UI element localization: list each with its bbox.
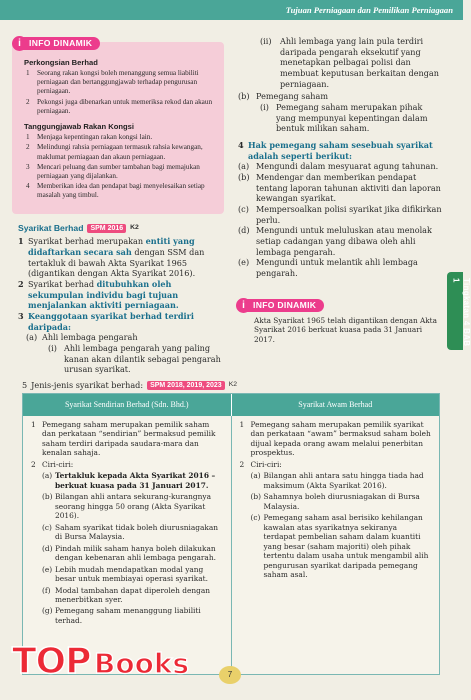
page-header-title: Tujuan Perniagaan dan Pemilikan Perniagaan	[285, 5, 453, 15]
right-c: (c) Mempersoalkan polisi syarikat jika difikirkan perlu.	[238, 204, 442, 225]
info-icon: i	[236, 298, 251, 313]
cell-subitem: (e) Lebih mudah mendapatkan modal yang besar untuk membiayai operasi syarikat.	[42, 564, 208, 584]
paragraph-2: 2 Syarikat berhad ditubuhkan oleh sekumpulan individu bagi tujuan menjalankan aktiviti perniagaan.	[18, 279, 179, 311]
column-header: Syarikat Sendirian Berhad (Sdn. Bhd.)	[23, 394, 232, 416]
info-item: 4 Memberikan idea dan pendapat bagi menyelesaikan setiap masalah yang timbul.	[26, 182, 205, 200]
info-dinamik-badge	[12, 36, 100, 51]
spm-badge: SPM 2016	[87, 224, 126, 233]
cell-subitem: (f) Modal tambahan dapat diperoleh dengan menerbitkan syer.	[42, 585, 211, 604]
right-column	[238, 36, 442, 279]
info-item: 1 Seorang rakan kongsi boleh menanggung semua liabiliti perniagaan dan bertanggungjawab terhadap pengurusan perniagaan.	[26, 69, 199, 96]
info-item: 2 Melindungi rahsia perniagaan termasuk rahsia kewangan, maklumat perniagaan dan akaun perniagaan.	[26, 143, 203, 161]
k2-label: K2	[228, 380, 238, 388]
info-item: 1 Menjaga kepentingan rakan kongsi lain.	[26, 133, 153, 142]
section-title: Syarikat Berhad SPM 2016 K2	[18, 223, 139, 233]
cell-subitem: (d) Pindah milik saham hanya boleh dilakukan dengan kebenaran ahli lembaga pengarah.	[42, 543, 216, 563]
cell-item: 1 Pemegang saham merupakan pemilik saham dan perkataan “sendirian” bermaksud pemilik saham terdiri daripada saudara-mara dan kenalan sahaja.	[31, 420, 216, 458]
chapter-side-tab: Tingkatan 4 BAB 1	[447, 272, 463, 350]
table-body	[23, 416, 439, 675]
comparison-table	[22, 393, 440, 675]
info-heading: Tanggungjawab Rakan Kongsi	[24, 122, 134, 132]
info-box-content	[24, 58, 218, 202]
column-header: Syarikat Awam Berhad	[298, 399, 373, 409]
cell-subitem: (g) Pemegang saham menanggung liabiliti terhad.	[42, 606, 201, 625]
cell-subitem: (c) Saham syarikat tidak boleh diurusniagakan di Bursa Malaysia.	[42, 522, 219, 542]
right-d: (d) Mengundi untuk meluluskan atau menolak setiap cadangan yang dibawa oleh ahli lembaga pengarah.	[238, 225, 432, 257]
topbooks-logo: TOP Books	[12, 641, 190, 682]
cell-subitem: (b) Bilangan ahli antara sekurang-kurangnya seorang hingga 50 orang (Akta Syarikat 2016).	[42, 492, 211, 521]
cell-item: 1 Pemegang saham merupakan pemilik syarikat dan perkataan “awam” bermaksud saham boleh dijual kepada orang awam melalui penerbitan prospektus.	[239, 420, 431, 458]
page-number: 7	[219, 666, 241, 684]
info-box-2-text: Akta Syarikat 1965 telah digantikan dengan Akta Syarikat 2016 berkuat kuasa pada 31 Januari 2017.	[254, 316, 437, 344]
right-a: (a) Mengundi dalam mesyuarat agung tahunan.	[238, 161, 439, 172]
table-header	[23, 394, 439, 416]
table-cell-right	[232, 416, 440, 675]
info-heading: Perkongsian Berhad	[24, 58, 98, 67]
paragraph-1: 1 Syarikat berhad merupakan entiti yang didaftarkan secara sah dengan SSM dan tertakluk di bawah Akta Syarikat 1965 (digantikan dengan Akta Syarikat 2016).	[18, 236, 205, 279]
member-a: (a) Ahli lembaga pengarah	[26, 332, 138, 343]
cell-subitem: (b) Sahamnya boleh diurusniagakan di Bursa Malaysia.	[250, 492, 420, 511]
info-item: 2 Pekongsi juga dibenarkan untuk memeriksa rekod dan akaun perniagaan.	[26, 97, 213, 115]
paragraph-3: 3 Keanggotaan syarikat berhad terdiri daripada:	[18, 311, 194, 332]
paragraph-4: 4 Hak pemegang saham sesebuah syarikat adalah seperti berikut:	[238, 140, 433, 161]
info-dinamik-badge-2	[236, 298, 324, 313]
member-a-ii: (ii) Ahli lembaga yang lain pula terdiri daripada pengarah eksekutif yang menetapkan pelbagai polisi dan membuat keputusan berkaitan dengan perniagaan.	[260, 36, 439, 89]
k2-label: K2	[130, 224, 139, 232]
cell-item: 2 Ciri-ciri:	[31, 459, 74, 469]
syarikat-berhad-section	[18, 223, 226, 375]
cell-subitem: (c) Pemegang saham asal berisiko kehilangan kawalan atas syarikatnya sekiranya terdapat pembelian saham dalam kuantiti yang besar (saham majoriti) oleh pihak tertentu dalam usaha untuk mengambil alih pengurusan syarikat daripada pemegang saham asal.	[250, 513, 429, 580]
cell-item: 2 Ciri-ciri:	[239, 459, 282, 469]
right-e: (e) Mengundi untuk melantik ahli lembaga pengarah.	[238, 257, 418, 279]
right-b: (b) Mendengar dan memberikan pendapat tentang laporan tahunan aktiviti dan laporan kewangan syarikat.	[238, 172, 441, 204]
member-a-i: (i) Ahli lembaga pengarah yang paling kanan akan dilantik sebagai pengarah urusan syarikat.	[48, 343, 221, 375]
cell-subitem: (a) Tertakluk kepada Akta Syarikat 2016 – berkuat kuasa pada 31 Januari 2017.	[42, 471, 216, 490]
info-item: 3 Mencari peluang dan sumber tambahan bagi memajukan perniagaan yang dijalankan.	[26, 162, 200, 180]
info-icon: i	[12, 36, 27, 51]
info-dinamik-label: INFO DINAMIK	[247, 299, 324, 312]
cell-subitem: (a) Bilangan ahli antara satu hingga tiada had maksimum (Akta Syarikat 2016).	[250, 471, 424, 490]
member-b: (b) Pemegang saham	[238, 91, 329, 102]
member-b-i: (i) Pemegang saham merupakan pihak yang mempunyai kepentingan dalam bentuk milikan saham.	[260, 102, 428, 134]
info-dinamik-label: INFO DINAMIK	[23, 37, 100, 50]
jenis-line: 5 Jenis-jenis syarikat berhad: SPM 2018, 2019, 2023 K2	[22, 380, 238, 390]
spm-badge: SPM 2018, 2019, 2023	[147, 381, 225, 390]
table-cell-left	[23, 416, 232, 675]
